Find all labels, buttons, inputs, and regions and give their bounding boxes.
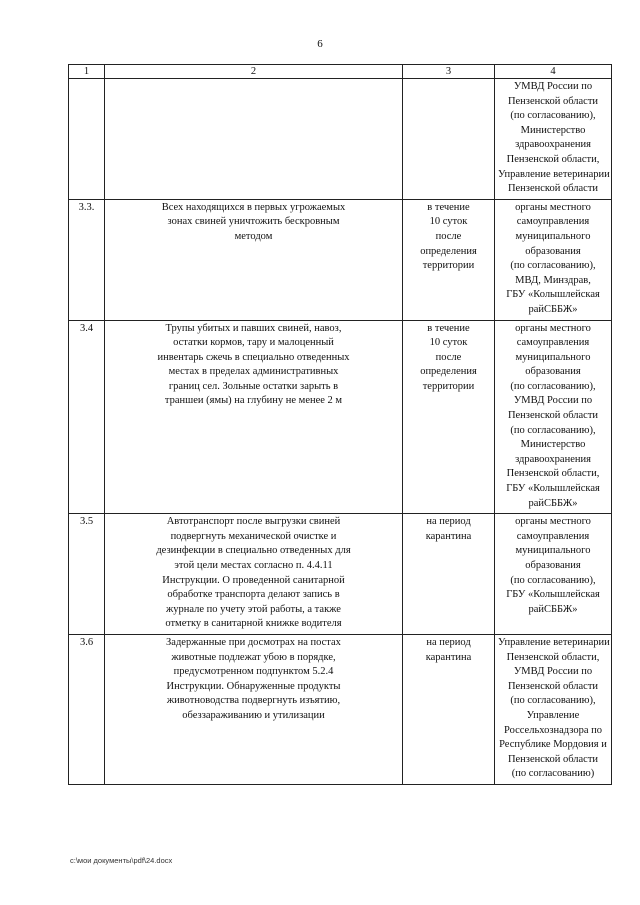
- table-row: [69, 199, 612, 320]
- measure-text-line: отметку в санитарной книжке водителя: [165, 618, 342, 630]
- page-number: 6: [317, 38, 323, 50]
- measure-text-line: Задержанные при досмотрах на постах: [166, 636, 341, 648]
- term-text-line: после: [435, 230, 462, 242]
- table-row: [69, 79, 612, 200]
- responsible-text-line: муниципального: [515, 545, 591, 557]
- measure-text-line: остатки кормов, тару и малоценный: [173, 337, 334, 349]
- measure-text: [105, 199, 403, 320]
- responsible-text-line: самоуправления: [516, 216, 590, 228]
- responsible-text-line: органы местного: [515, 201, 591, 213]
- responsible-text-line: самоуправления: [516, 530, 590, 542]
- header-col-1: 1: [69, 65, 105, 79]
- responsible-text-line: Пензенской области,: [506, 468, 600, 480]
- measure-text-line: Всех находящихся в первых угрожаемых: [161, 201, 346, 213]
- term-text: [403, 199, 495, 320]
- table-header-row: [69, 65, 612, 79]
- responsible-text: [495, 79, 612, 200]
- responsible-text-line: ГБУ «Колышлейская: [506, 289, 600, 301]
- header-col-3: 3: [403, 65, 495, 79]
- item-number: [69, 79, 105, 200]
- item-number: 3.6: [69, 634, 105, 784]
- measure-text: [105, 320, 403, 514]
- responsible-text-line: муниципального: [515, 230, 591, 242]
- measure-text-line: методом: [234, 230, 273, 242]
- responsible-text-line: Пензенской области: [507, 183, 599, 195]
- responsible-text-line: УМВД России по: [513, 395, 593, 407]
- responsible-text-line: органы местного: [515, 322, 591, 334]
- term-text-line: на период: [426, 516, 471, 528]
- responsible-text-line: (по согласованию),: [510, 574, 596, 586]
- measure-text-line: предусмотренном подпунктом 5.2.4: [173, 666, 334, 678]
- measure-text-line: животные подлежат убою в порядке,: [171, 651, 336, 663]
- responsible-text-line: Пензенской области: [507, 95, 599, 107]
- responsible-text: [495, 199, 612, 320]
- measure-text-line: подвергнуть механической очистке и: [170, 530, 337, 542]
- term-text-line: на период: [426, 636, 471, 648]
- term-text: [403, 320, 495, 514]
- responsible-text-line: (по согласованию): [511, 768, 595, 780]
- measure-text: [105, 514, 403, 635]
- responsible-text-line: Пензенской области,: [506, 651, 600, 663]
- measure-text-line: Инструкции. Обнаруженные продукты: [166, 680, 341, 692]
- responsible-text-line: самоуправления: [516, 337, 590, 349]
- term-text-line: в течение: [427, 322, 470, 334]
- responsible-text-line: Пензенской области: [507, 680, 599, 692]
- responsible-text-line: (по согласованию),: [510, 110, 596, 122]
- responsible-text-line: райСББЖ»: [528, 303, 578, 315]
- item-number: 3.4: [69, 320, 105, 514]
- term-text-line: территории: [422, 260, 475, 272]
- measure-text-line: животноводства подвергнуть изъятию,: [166, 695, 341, 707]
- measure-text-line: инвентарь сжечь в специально отведенных: [157, 351, 350, 363]
- measure-text-line: Инструкции. О проведенной санитарной: [162, 574, 345, 586]
- table-row: [69, 634, 612, 784]
- responsible-text-line: образования: [525, 366, 581, 378]
- responsible-text-line: Управление ветеринарии: [498, 168, 610, 180]
- responsible-text-line: (по согласованию),: [510, 380, 596, 392]
- table-row: [69, 514, 612, 635]
- table-row: [69, 320, 612, 514]
- responsible-text-line: Россельхознадзора по: [504, 724, 602, 736]
- responsible-text: [495, 320, 612, 514]
- term-text-line: 10 суток: [429, 337, 468, 349]
- responsible-text-line: Пензенской области: [507, 753, 599, 765]
- term-text: [403, 79, 495, 200]
- item-number: 3.5: [69, 514, 105, 635]
- responsible-text-line: ГБУ «Колышлейская: [506, 589, 600, 601]
- responsible-text-line: райСББЖ»: [528, 603, 578, 615]
- responsible-text-line: здравоохранения: [515, 139, 591, 151]
- term-text-line: после: [435, 351, 462, 363]
- term-text-line: территории: [422, 380, 475, 392]
- file-path-footer: c:\мои документы\pdf\24.docx: [70, 856, 173, 865]
- term-text: [403, 514, 495, 635]
- responsible-text: [495, 514, 612, 635]
- measure-text-line: Автотранспорт после выгрузки свиней: [166, 516, 341, 528]
- responsible-text-line: Пензенской области: [507, 410, 599, 422]
- measure-text-line: обеззараживанию и утилизации: [182, 709, 325, 721]
- measure-text: [105, 79, 403, 200]
- measures-table: [68, 64, 612, 785]
- responsible-text-line: муниципального: [515, 351, 591, 363]
- measure-text-line: Трупы убитых и павших свиней, навоз,: [165, 322, 342, 334]
- measure-text-line: местах в пределах административных: [168, 366, 339, 378]
- responsible-text-line: Министерство: [520, 124, 586, 136]
- responsible-text-line: органы местного: [515, 516, 591, 528]
- responsible-text-line: здравоохранения: [515, 453, 591, 465]
- responsible-text-line: УМВД России по: [513, 666, 593, 678]
- measure-text-line: дезинфекции в специально отведенных для: [156, 545, 351, 557]
- term-text-line: в течение: [427, 201, 470, 213]
- measure-text-line: обработке транспорта делают запись в: [167, 589, 340, 601]
- item-number: 3.3.: [69, 199, 105, 320]
- responsible-text-line: райСББЖ»: [528, 497, 578, 509]
- measure-text-line: журнале по учету этой работы, а также: [166, 603, 341, 615]
- term-text: [403, 634, 495, 784]
- responsible-text-line: Республике Мордовия и: [499, 739, 607, 751]
- responsible-text-line: ГБУ «Колышлейская: [506, 483, 600, 495]
- responsible-text: [495, 634, 612, 784]
- term-text-line: карантина: [425, 651, 472, 663]
- measure-text-line: этой цели местах согласно п. 4.4.11: [174, 560, 333, 571]
- header-col-4: 4: [495, 65, 612, 79]
- responsible-text-line: Управление: [526, 709, 580, 721]
- responsible-text-line: Управление ветеринарии: [498, 636, 610, 648]
- responsible-text-line: образования: [525, 560, 581, 571]
- term-text-line: карантина: [425, 530, 472, 542]
- measure-text: [105, 634, 403, 784]
- term-text-line: определения: [420, 366, 477, 378]
- term-text-line: определения: [420, 245, 477, 257]
- responsible-text-line: МВД, Минздрав,: [515, 274, 591, 286]
- responsible-text-line: (по согласованию),: [510, 260, 596, 272]
- measure-text-line: зонах свиней уничтожить бескровным: [167, 216, 340, 228]
- header-col-2: 2: [105, 65, 403, 79]
- term-text-line: 10 суток: [429, 216, 468, 228]
- responsible-text-line: (по согласованию),: [510, 424, 596, 436]
- responsible-text-line: УМВД России по: [513, 81, 593, 92]
- measure-text-line: границ сел. Зольные остатки зарыть в: [168, 380, 339, 392]
- responsible-text-line: образования: [525, 245, 581, 257]
- measure-text-line: траншеи (ямы) на глубину не менее 2 м: [164, 395, 343, 407]
- responsible-text-line: (по согласованию),: [510, 695, 596, 707]
- responsible-text-line: Пензенской области,: [506, 153, 600, 165]
- responsible-text-line: Министерство: [520, 439, 586, 451]
